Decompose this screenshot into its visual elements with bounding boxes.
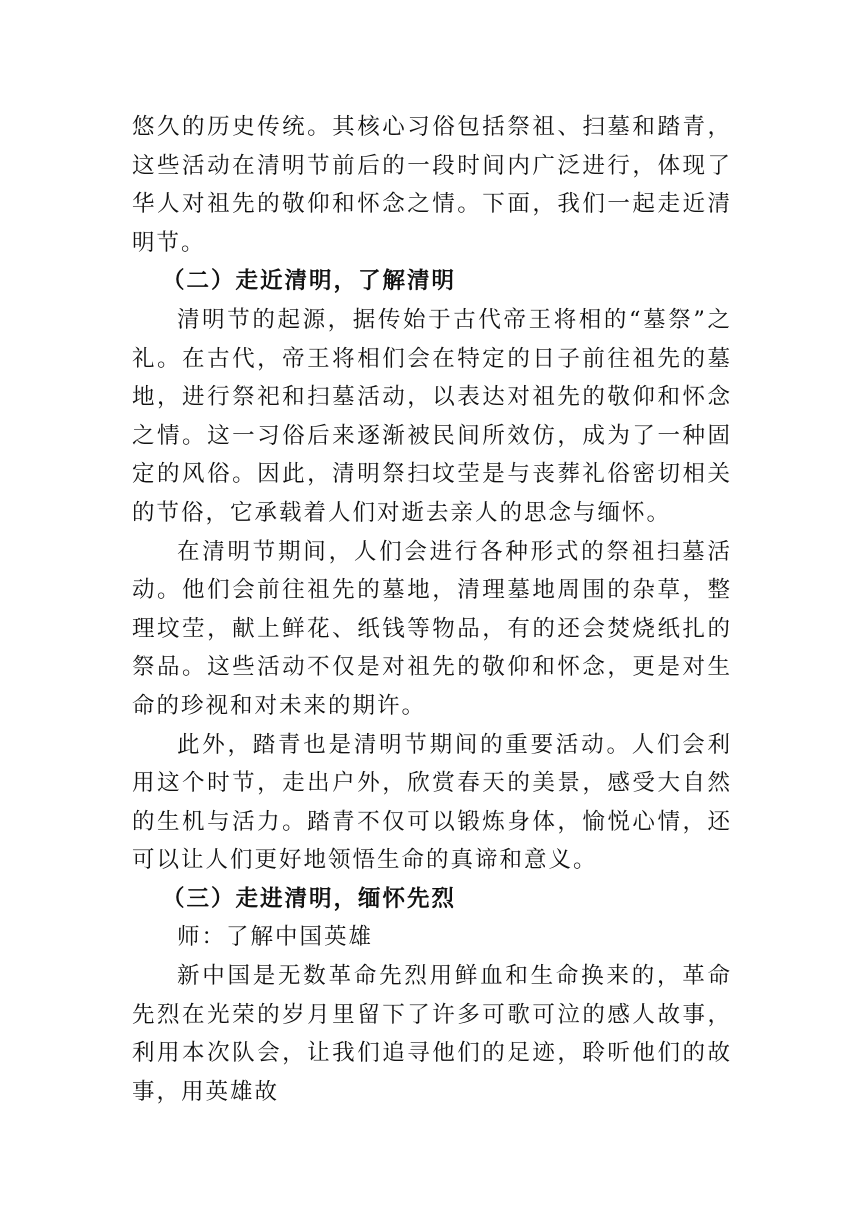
paragraph-tomb-sweeping: 在清明节期间，人们会进行各种形式的祭祖扫墓活动。他们会前往祖先的墓地，清理墓地周围的杂草，整理坟茔，献上鲜花、纸钱等物品，有的还会焚烧纸扎的祭品。这些活动不仅是对祖先的敬仰和怀念，更是对生命的珍视和对未来的期许。 xyxy=(132,538,732,719)
document-body xyxy=(132,108,732,1111)
paragraph-origin: 清明节的起源，据传始于古代帝王将相的“墓祭”之礼。在古代，帝王将相们会在特定的日子前往祖先的墓地，进行祭祀和扫墓活动，以表达对祖先的敬仰和怀念之情。这一习俗后来逐渐被民间所效仿，成为了一种固定的风俗。因此，清明祭扫坟茔是与丧葬礼俗密切相关的节俗，它承载着人们对逝去亲人的思念与缅怀。 xyxy=(132,306,732,526)
paragraph-teacher-prompt: 师：了解中国英雄 xyxy=(177,924,374,951)
section-heading-2: （二）走近清明，了解清明 xyxy=(162,268,457,295)
paragraph-intro-continuation: 悠久的历史传统。其核心习俗包括祭祖、扫墓和踏青，这些活动在清明节前后的一段时间内广泛进行，体现了华人对祖先的敬仰和怀念之情。下面，我们一起走近清明节。 xyxy=(132,114,732,256)
paragraph-heroes: 新中国是无数革命先烈用鲜血和生命换来的，革命先烈在光荣的岁月里留下了许多可歌可泣的感人故事，利用本次队会，让我们追寻他们的足迹，聆听他们的故事，用英雄故 xyxy=(132,963,732,1105)
paragraph-spring-outing: 此外，踏青也是清明节期间的重要活动。人们会利用这个时节，走出户外，欣赏春天的美景，感受大自然的生机与活力。踏青不仅可以锻炼身体，愉悦心情，还可以让人们更好地领悟生命的真谛和意义。 xyxy=(132,731,732,874)
section-heading-3: （三）走进清明，缅怀先烈 xyxy=(162,885,457,912)
